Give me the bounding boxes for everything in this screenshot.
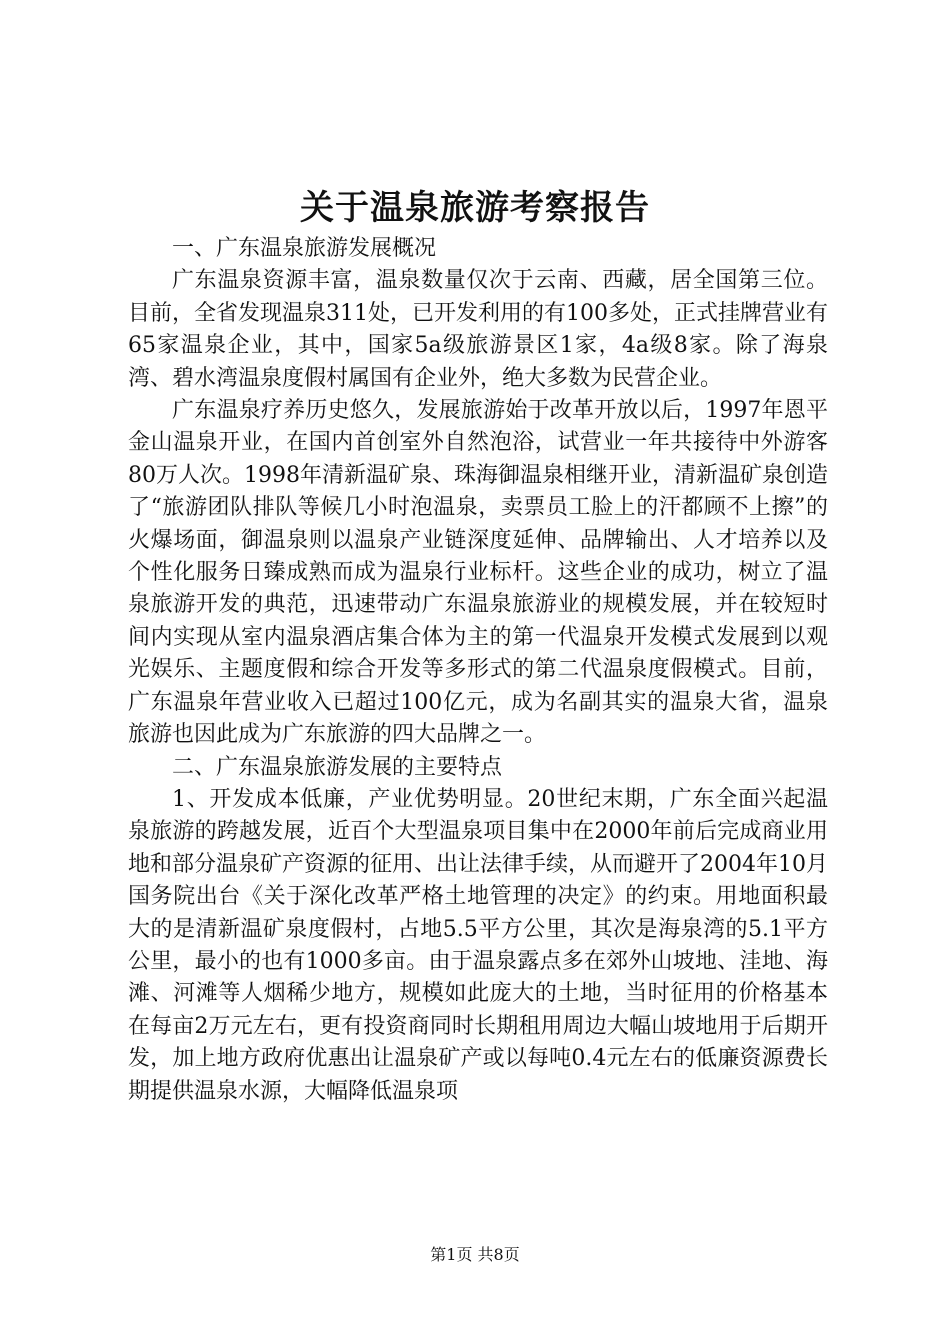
section-heading-2: 二、广东温泉旅游发展的主要特点 (172, 754, 503, 780)
paragraph-2: 广东温泉疗养历史悠久，发展旅游始于改革开放以后，1997年恩平金山温泉开业，在国内首创室外自然泡浴，试营业一年共接待中外游客80万人次。1998年清新温矿泉、珠海御温泉相继开业，清新温矿泉创造了“旅游团队排队等候几小时泡温泉，卖票员工脸上的汗都顾不上擦”的火爆场面，御温泉则以温泉产业链深度延伸、品牌输出、人才培养以及个性化服务日臻成熟而成为温泉行业标杆。这些企业的成功，树立了温泉旅游开发的典范，迅速带动广东温泉旅游业的规模发展，并在较短时间内实现从室内温泉酒店集合体为主的第一代温泉开发模式发展到以观光娱乐、主题度假和综合开发等多形式的第二代温泉度假模式。目前，广东温泉年营业收入已超过100亿元，成为名副其实的温泉大省，温泉旅游也因此成为广东旅游的四大品牌之一。 (128, 398, 828, 748)
document-body (128, 233, 828, 1108)
section-heading-1: 一、广东温泉旅游发展概况 (172, 236, 437, 261)
page-footer: 第1页 共8页 (430, 1245, 520, 1264)
document-title: 关于温泉旅游考察报告 (300, 188, 650, 228)
paragraph-1: 广东温泉资源丰富，温泉数量仅次于云南、西藏，居全国第三位。目前，全省发现温泉311处，已开发利用的有100多处，正式挂牌营业有65家温泉企业，其中，国家5a级旅游景区1家，4a级8家。除了海泉湾、碧水湾温泉度假村属国有企业外，绝大多数为民营企业。 (128, 268, 828, 391)
paragraph-3: 1、开发成本低廉，产业优势明显。20世纪末期，广东全面兴起温泉旅游的跨越发展，近百个大型温泉项目集中在2000年前后完成商业用地和部分温泉矿产资源的征用、出让法律手续，从而避开了2004年10月国务院出台《关于深化改革严格土地管理的决定》的约束。用地面积最大的是清新温矿泉度假村，占地5.5平方公里，其次是海泉湾的5.1平方公里，最小的也有1000多亩。由于温泉露点多在郊外山坡地、洼地、海滩、河滩等人烟稀少地方，规模如此庞大的土地，当时征用的价格基本在每亩2万元左右，更有投资商同时长期租用周边大幅山坡地用于后期开发，加上地方政府优惠出让温泉矿产或以每吨0.4元左右的低廉资源费长期提供温泉水源，大幅降低温泉项 (128, 786, 828, 1104)
